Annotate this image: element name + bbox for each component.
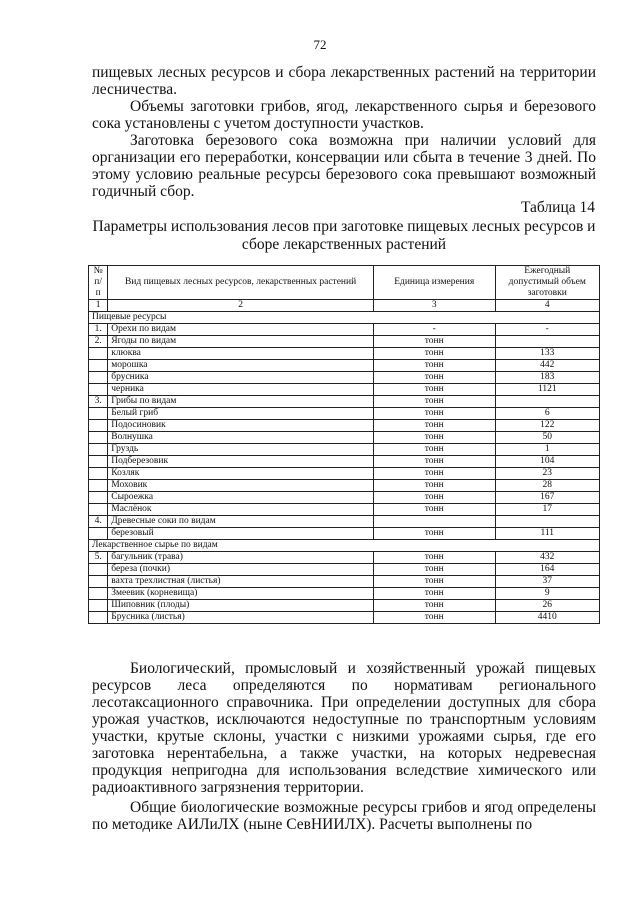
row-number — [89, 444, 108, 456]
resource-name: Ягоды по видам — [108, 336, 374, 348]
volume-cell: 9 — [495, 588, 599, 600]
volume-cell: 17 — [495, 504, 599, 516]
table-row — [89, 408, 600, 420]
table-header-row — [89, 266, 600, 300]
paragraph: пищевых лесных ресурсов и сбора лекарственных растений на территории лесничества. — [92, 64, 596, 98]
resource-name: Орехи по видам — [108, 324, 374, 336]
header-resource-type: Вид пищевых лесных ресурсов, лекарственных растений — [108, 266, 374, 300]
resource-name: Волнушка — [108, 432, 374, 444]
row-number: 5. — [89, 552, 108, 564]
unit-cell: тонн — [373, 600, 495, 612]
table-row — [89, 396, 600, 408]
table-body — [89, 312, 600, 624]
bottom-text — [92, 660, 596, 833]
row-number — [89, 600, 108, 612]
volume-cell: 432 — [495, 552, 599, 564]
table-row — [89, 528, 600, 540]
table-section-row — [89, 312, 600, 324]
unit-cell: тонн — [373, 552, 495, 564]
volume-cell: 6 — [495, 408, 599, 420]
unit-cell: тонн — [373, 408, 495, 420]
resource-name: Шиповник (плоды) — [108, 600, 374, 612]
row-number — [89, 480, 108, 492]
paragraph: Объемы заготовки грибов, ягод, лекарственного сырья и березового сока установлены с учетом доступности участков. — [92, 98, 596, 132]
table-row — [89, 480, 600, 492]
unit-cell: тонн — [373, 432, 495, 444]
row-number — [89, 588, 108, 600]
volume-cell: - — [495, 324, 599, 336]
table-row — [89, 504, 600, 516]
row-number: 2. — [89, 336, 108, 348]
resource-name: Маслёнок — [108, 504, 374, 516]
paragraph: Заготовка березового сока возможна при наличии условий для организации его переработки, консервации или сбыта в течение 3 дней. По этому условию реальные ресурсы березового сока превышают возможный годичный сбор. — [92, 132, 596, 200]
row-number — [89, 504, 108, 516]
resource-name: Брусника (листья) — [108, 612, 374, 624]
table-section-row — [89, 540, 600, 552]
unit-cell: тонн — [373, 456, 495, 468]
row-number — [89, 408, 108, 420]
resource-name: Подберезовик — [108, 456, 374, 468]
header-unit: Единица измерения — [373, 266, 495, 300]
row-number — [89, 348, 108, 360]
section-label: Лекарственное сырье по видам — [89, 540, 600, 552]
volume-cell: 442 — [495, 360, 599, 372]
unit-cell: тонн — [373, 480, 495, 492]
top-text — [92, 64, 596, 200]
unit-cell: тонн — [373, 564, 495, 576]
page-number: 72 — [313, 37, 327, 52]
row-number — [89, 492, 108, 504]
resource-name: Грибы по видам — [108, 396, 374, 408]
column-number-row — [89, 300, 600, 312]
paragraph: Биологический, промысловый и хозяйственный урожай пищевых ресурсов леса определяются по нормативам регионального лесотаксационного справочника. При определении доступных для сбора урожая участков, исключаются недоступные по транспортным условиям участки, крутые склоны, участки с низкими урожаями сырья, где его заготовка нерентабельна, а также участки, на которых недревесная продукция непригодна для использования вследствие химического или радиоактивного загрязнения территории. — [92, 660, 596, 796]
row-number — [89, 528, 108, 540]
row-number — [89, 576, 108, 588]
resource-name: береза (почки) — [108, 564, 374, 576]
header-annual-volume: Ежегодный допустимый объем заготовки — [495, 266, 599, 300]
resource-name: Древесные соки по видам — [108, 516, 374, 528]
row-number: 1. — [89, 324, 108, 336]
volume-cell: 23 — [495, 468, 599, 480]
row-number — [89, 384, 108, 396]
table-row — [89, 456, 600, 468]
table-row — [89, 600, 600, 612]
row-number — [89, 432, 108, 444]
resource-name: черника — [108, 384, 374, 396]
volume-cell — [495, 516, 599, 528]
volume-cell: 133 — [495, 348, 599, 360]
resource-name: Змеевик (корневища) — [108, 588, 374, 600]
paragraph: Общие биологические возможные ресурсы грибов и ягод определены по методике АИЛиЛХ (ныне СевНИИЛХ). Расчеты выполнены по — [92, 799, 596, 833]
resource-name: брусника — [108, 372, 374, 384]
table-row — [89, 348, 600, 360]
resource-name: вахта трехлистная (листья) — [108, 576, 374, 588]
volume-cell: 50 — [495, 432, 599, 444]
volume-cell: 26 — [495, 600, 599, 612]
column-number: 1 — [89, 300, 108, 312]
volume-cell: 1121 — [495, 384, 599, 396]
resource-name: багульник (трава) — [108, 552, 374, 564]
volume-cell: 28 — [495, 480, 599, 492]
row-number: 4. — [89, 516, 108, 528]
unit-cell: тонн — [373, 576, 495, 588]
resource-name: Белый гриб — [108, 408, 374, 420]
row-number — [89, 612, 108, 624]
table-row — [89, 576, 600, 588]
unit-cell: - — [373, 324, 495, 336]
resource-name: Моховик — [108, 480, 374, 492]
volume-cell — [495, 336, 599, 348]
volume-cell: 1 — [495, 444, 599, 456]
resources-table — [88, 265, 600, 624]
unit-cell: тонн — [373, 336, 495, 348]
unit-cell: тонн — [373, 468, 495, 480]
table-row — [89, 588, 600, 600]
header-number: № п/п — [89, 266, 108, 300]
volume-cell: 164 — [495, 564, 599, 576]
volume-cell: 37 — [495, 576, 599, 588]
row-number — [89, 564, 108, 576]
resource-name: Подосиновик — [108, 420, 374, 432]
table-row — [89, 516, 600, 528]
table-row — [89, 432, 600, 444]
resource-name: Сыроежка — [108, 492, 374, 504]
table-row — [89, 384, 600, 396]
volume-cell: 167 — [495, 492, 599, 504]
resource-name: березовый — [108, 528, 374, 540]
table-row — [89, 552, 600, 564]
column-number: 2 — [108, 300, 374, 312]
table-title: Параметры использования лесов при заготовке пищевых лесных ресурсов и сборе лекарственных растений — [92, 218, 596, 253]
table-row — [89, 612, 600, 624]
table-caption: Таблица 14 — [520, 199, 595, 216]
table-row — [89, 372, 600, 384]
volume-cell: 183 — [495, 372, 599, 384]
unit-cell: тонн — [373, 492, 495, 504]
row-number — [89, 420, 108, 432]
row-number — [89, 372, 108, 384]
volume-cell — [495, 396, 599, 408]
volume-cell: 111 — [495, 528, 599, 540]
unit-cell: тонн — [373, 384, 495, 396]
row-number — [89, 360, 108, 372]
volume-cell: 4410 — [495, 612, 599, 624]
resource-name: Груздь — [108, 444, 374, 456]
unit-cell: тонн — [373, 372, 495, 384]
resource-name: морошка — [108, 360, 374, 372]
table-row — [89, 444, 600, 456]
volume-cell: 104 — [495, 456, 599, 468]
table-row — [89, 420, 600, 432]
unit-cell: тонн — [373, 444, 495, 456]
unit-cell: тонн — [373, 420, 495, 432]
unit-cell: тонн — [373, 612, 495, 624]
table-row — [89, 468, 600, 480]
unit-cell: тонн — [373, 360, 495, 372]
row-number — [89, 468, 108, 480]
volume-cell: 122 — [495, 420, 599, 432]
resource-name: Козляк — [108, 468, 374, 480]
resource-name: клюква — [108, 348, 374, 360]
table-row — [89, 492, 600, 504]
table-row — [89, 336, 600, 348]
unit-cell: тонн — [373, 588, 495, 600]
table-row — [89, 360, 600, 372]
section-label: Пищевые ресурсы — [89, 312, 600, 324]
row-number: 3. — [89, 396, 108, 408]
unit-cell: тонн — [373, 504, 495, 516]
unit-cell: тонн — [373, 348, 495, 360]
table-row — [89, 564, 600, 576]
column-number: 4 — [495, 300, 599, 312]
column-number: 3 — [373, 300, 495, 312]
unit-cell: тонн — [373, 396, 495, 408]
table-row — [89, 324, 600, 336]
unit-cell — [373, 516, 495, 528]
unit-cell: тонн — [373, 528, 495, 540]
row-number — [89, 456, 108, 468]
